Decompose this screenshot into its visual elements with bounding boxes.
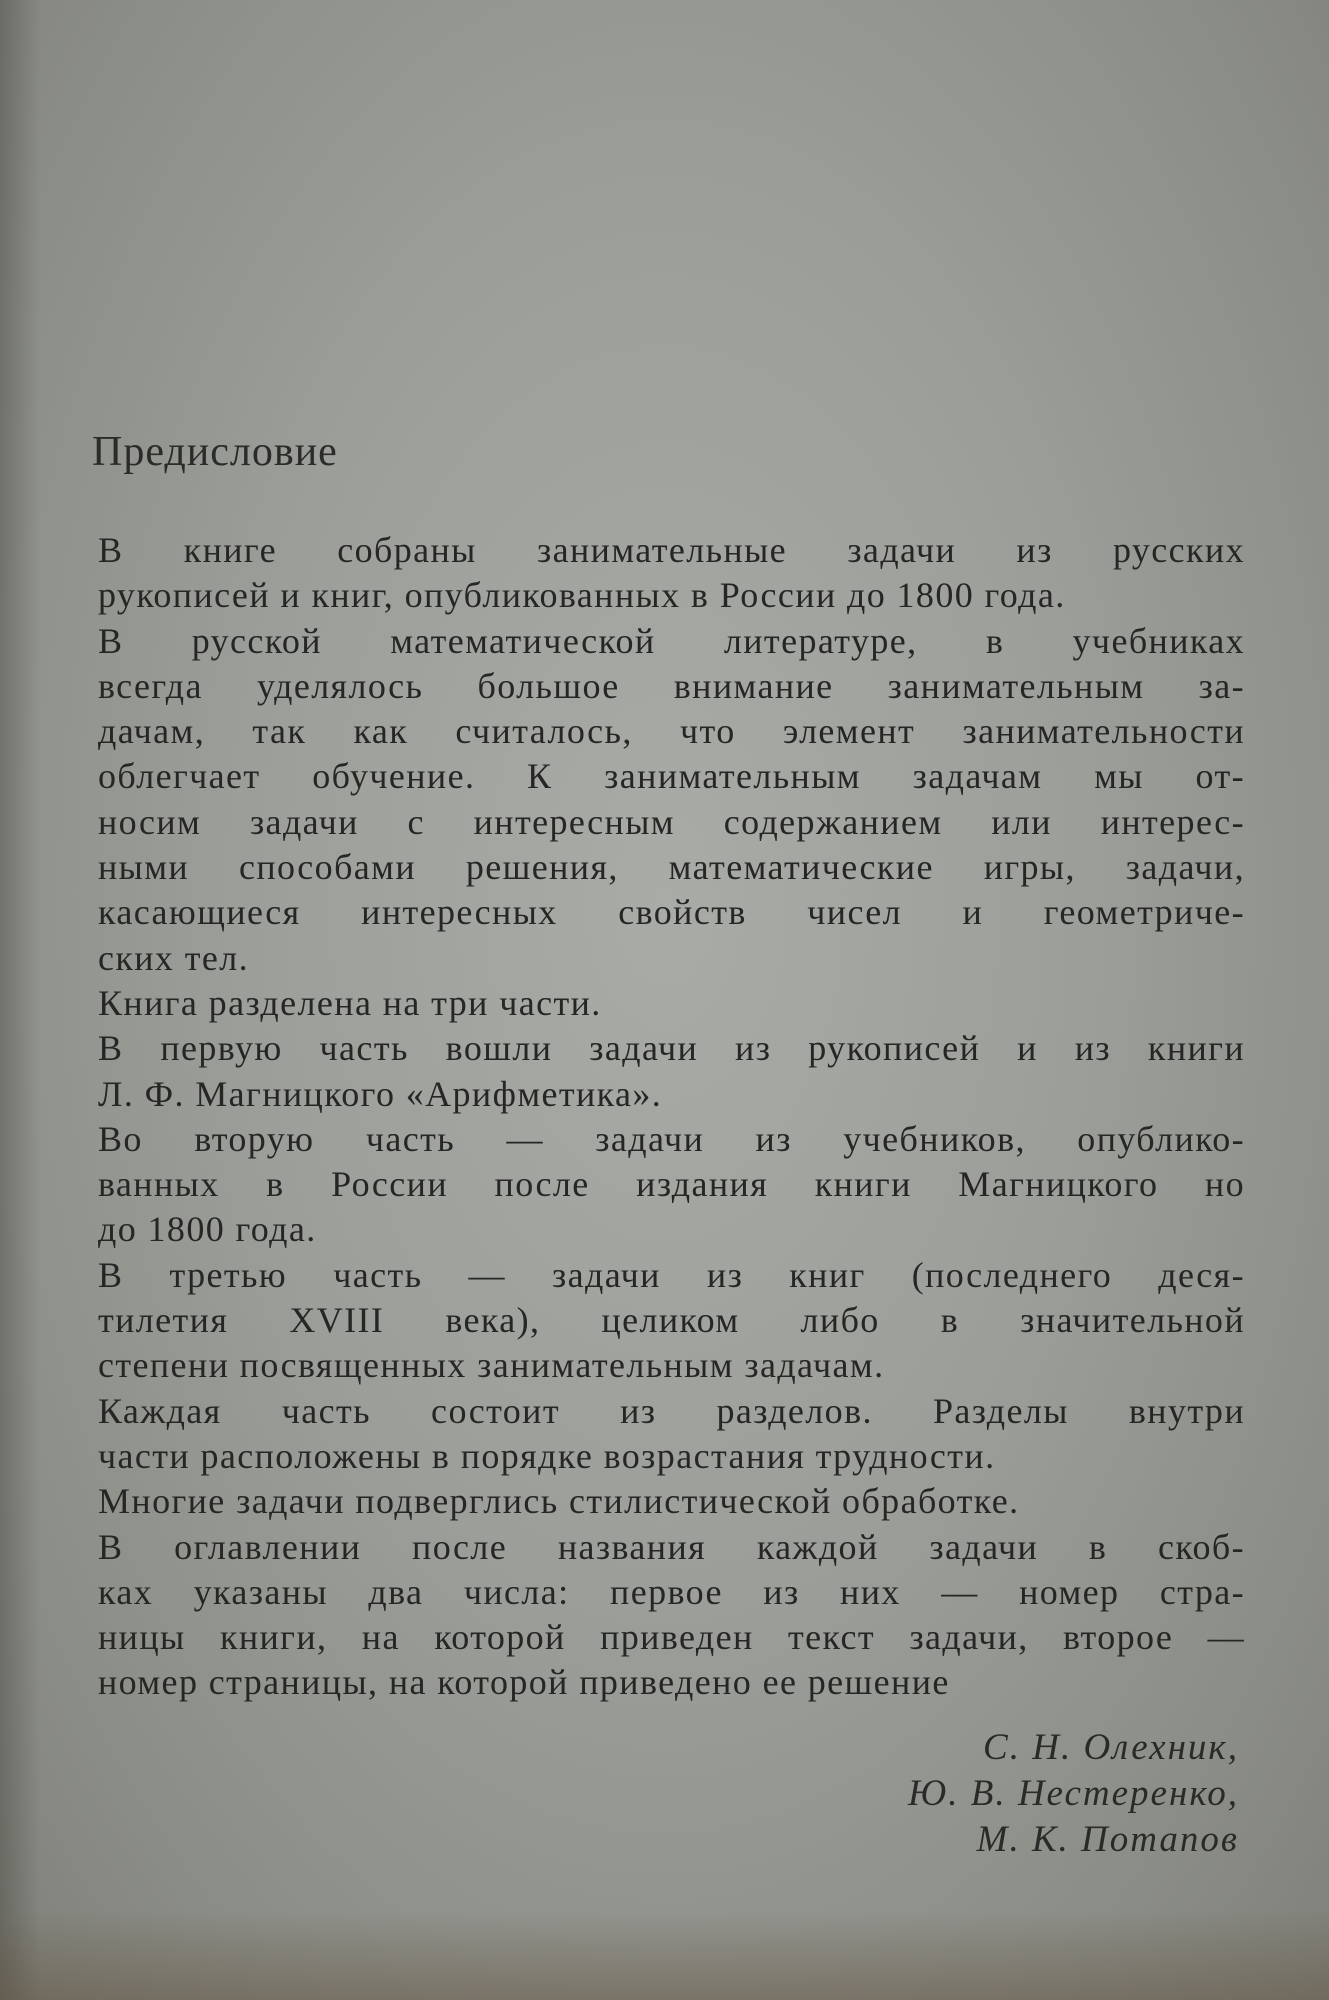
author-name: Ю. В. Нестеренко, [908,1773,1239,1814]
paragraph-4 [30,1026,1245,1117]
text-line: ванных в России после издания книги Магницкого но [98,1164,1245,1205]
paragraph-6 [30,1253,1245,1389]
text-line: касающиеся интересных свойств чисел и геометриче- [98,892,1245,933]
author-signatures [908,1725,1239,1863]
text-line: В третью часть — задачи из книг (последнего деся- [98,1254,1245,1295]
text-line: В русской математической литературе, в учебниках [98,620,1245,661]
text-line: облегчает обучение. К занимательным задачам мы от- [98,756,1245,797]
text-line: рукописей и книг, опубликованных в России до 1800 года. [98,575,1066,616]
paragraph-7 [30,1389,1245,1480]
text-line: всегда уделялось большое внимание занимательным за- [98,665,1245,706]
text-line: ными способами решения, математические игры, задачи, [98,847,1245,888]
paragraph-3 [30,981,1245,1026]
text-line: В книге собраны занимательные задачи из русских [98,530,1245,570]
text-line: Каждая часть состоит из разделов. Разделы внутри [98,1390,1245,1431]
paragraph-9 [30,1525,1245,1706]
author-name: М. К. Потапов [976,1819,1239,1860]
text-line: носим задачи с интересным содержанием или интерес- [98,801,1245,842]
author-name: С. Н. Олехник, [983,1727,1239,1768]
page-title: Предисловие [92,429,338,475]
text-line: Во вторую часть — задачи из учебников, опублико- [98,1118,1245,1159]
text-line: В первую часть вошли задачи из рукописей и из книги [98,1028,1245,1069]
text-line: номер страницы, на которой приведено ее решение [98,1662,950,1703]
text-line: дачам, так как считалось, что элемент занимательности [98,711,1245,752]
text-line: ницы книги, на которой приведен текст задачи, второе — [98,1617,1245,1658]
paragraph-2 [30,619,1245,981]
text-line: степени посвященных занимательным задачам. [98,1345,885,1386]
paragraph-8 [30,1479,1245,1524]
preface-body [30,528,1245,1706]
paragraph-5 [30,1117,1245,1253]
text-line: тилетия XVIII века), целиком либо в значительной [98,1300,1245,1341]
page-bottom-edge [0,1910,1329,2000]
text-line: Л. Ф. Магницкого «Арифметика». [98,1073,663,1114]
text-line: части расположены в порядке возрастания трудности. [98,1435,996,1476]
text-line: Книга разделена на три части. [98,982,602,1023]
text-line: до 1800 года. [98,1209,317,1250]
text-line: Многие задачи подверглись стилистической обработке. [98,1481,1020,1522]
text-line: ках указаны два числа: первое из них — номер стра- [98,1571,1245,1612]
text-line: В оглавлении после названия каждой задачи в скоб- [98,1526,1245,1567]
paragraph-1 [30,528,1245,619]
text-line: ских тел. [98,937,250,978]
